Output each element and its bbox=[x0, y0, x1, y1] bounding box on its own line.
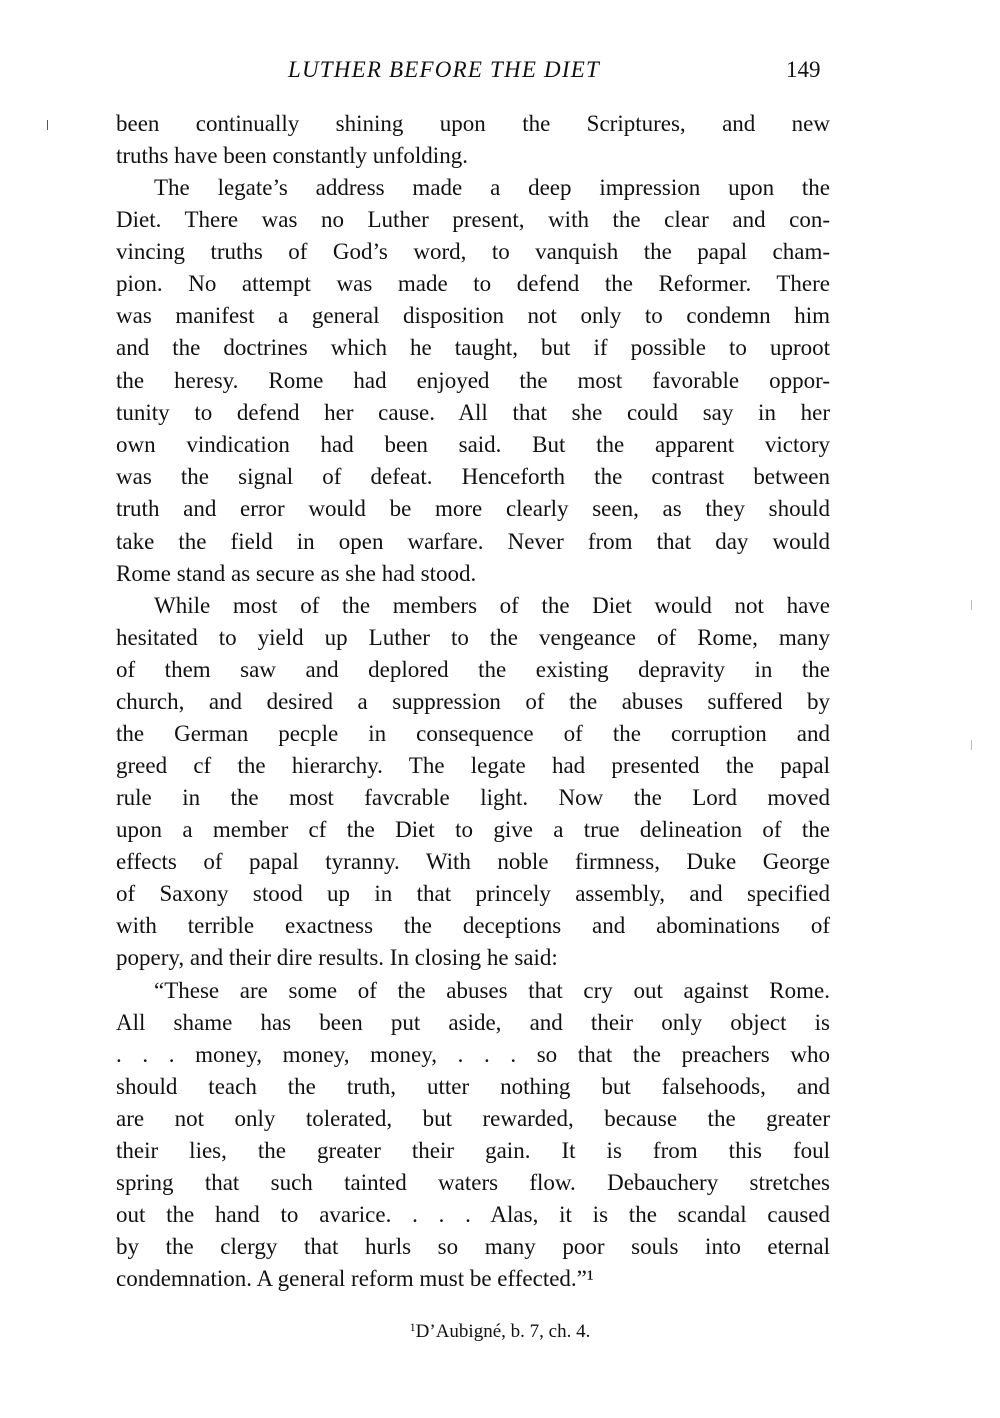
text-line: While most of the members of the Diet would not have bbox=[154, 593, 830, 618]
text-line: condemnation. A general reform must be effected.”¹ bbox=[116, 1266, 594, 1291]
text-line: Rome stand as secure as she had stood. bbox=[116, 561, 477, 586]
text-line: the German pecple in consequence of the corruption and bbox=[116, 721, 830, 746]
text-line: should teach the truth, utter nothing but falsehoods, and bbox=[116, 1074, 830, 1099]
scan-speck bbox=[971, 600, 972, 610]
text-line: All shame has been put aside, and their only object is bbox=[116, 1010, 830, 1035]
text-line: effects of papal tyranny. With noble firmness, Duke George bbox=[116, 849, 830, 874]
text-line: upon a member cf the Diet to give a true delineation of the bbox=[116, 817, 830, 842]
text-line: their lies, the greater their gain. It is from this foul bbox=[116, 1138, 830, 1163]
text-line: popery, and their dire results. In closing he said: bbox=[116, 945, 558, 970]
page-number: 149 bbox=[786, 57, 821, 82]
text-line: with terrible exactness the deceptions and abominations of bbox=[116, 913, 830, 938]
text-line: of Saxony stood up in that princely assembly, and specified bbox=[116, 881, 830, 906]
text-line: own vindication had been said. But the apparent victory bbox=[116, 432, 830, 457]
text-line: “These are some of the abuses that cry out against Rome. bbox=[154, 978, 830, 1003]
text-line: out the hand to avarice. . . . Alas, it is the scandal caused bbox=[116, 1202, 830, 1227]
text-line: of them saw and deplored the existing depravity in the bbox=[116, 657, 830, 682]
footnote bbox=[0, 1315, 1000, 1344]
text-line: been continually shining upon the Scriptures, and new bbox=[116, 111, 830, 136]
text-line: truth and error would be more clearly seen, as they should bbox=[116, 496, 830, 521]
text-line: are not only tolerated, but rewarded, because the greater bbox=[116, 1106, 830, 1131]
text-line: vincing truths of God’s word, to vanquish the papal cham- bbox=[116, 239, 830, 264]
text-line: greed cf the hierarchy. The legate had presented the papal bbox=[116, 753, 830, 778]
scan-speck bbox=[971, 740, 972, 750]
text-line: The legate’s address made a deep impression upon the bbox=[154, 175, 830, 200]
running-title: LUTHER BEFORE THE DIET bbox=[288, 57, 600, 82]
footnote-marker: 1 bbox=[409, 1320, 416, 1334]
text-line: take the field in open warfare. Never from that day would bbox=[116, 529, 830, 554]
text-line: was manifest a general disposition not only to condemn him bbox=[116, 303, 830, 328]
scan-speck bbox=[47, 120, 48, 130]
text-line: spring that such tainted waters flow. Debauchery stretches bbox=[116, 1170, 830, 1195]
text-line: and the doctrines which he taught, but if possible to uproot bbox=[116, 335, 830, 360]
text-line: rule in the most favcrable light. Now the Lord moved bbox=[116, 785, 830, 810]
text-line: . . . money, money, money, . . . so that the preachers who bbox=[116, 1042, 830, 1067]
text-line: by the clergy that hurls so many poor souls into eternal bbox=[116, 1234, 830, 1259]
text-line: the heresy. Rome had enjoyed the most favorable oppor- bbox=[116, 368, 830, 393]
text-line: hesitated to yield up Luther to the vengeance of Rome, many bbox=[116, 625, 830, 650]
text-line: pion. No attempt was made to defend the Reformer. There bbox=[116, 271, 830, 296]
text-line: tunity to defend her cause. All that she could say in her bbox=[116, 400, 830, 425]
text-line: was the signal of defeat. Henceforth the contrast between bbox=[116, 464, 830, 489]
text-line: Diet. There was no Luther present, with the clear and con- bbox=[116, 207, 830, 232]
footnote-text: D’Aubigné, b. 7, ch. 4. bbox=[415, 1321, 591, 1342]
text-line: truths have been constantly unfolding. bbox=[116, 143, 468, 168]
text-line: church, and desired a suppression of the abuses suffered by bbox=[116, 689, 830, 714]
